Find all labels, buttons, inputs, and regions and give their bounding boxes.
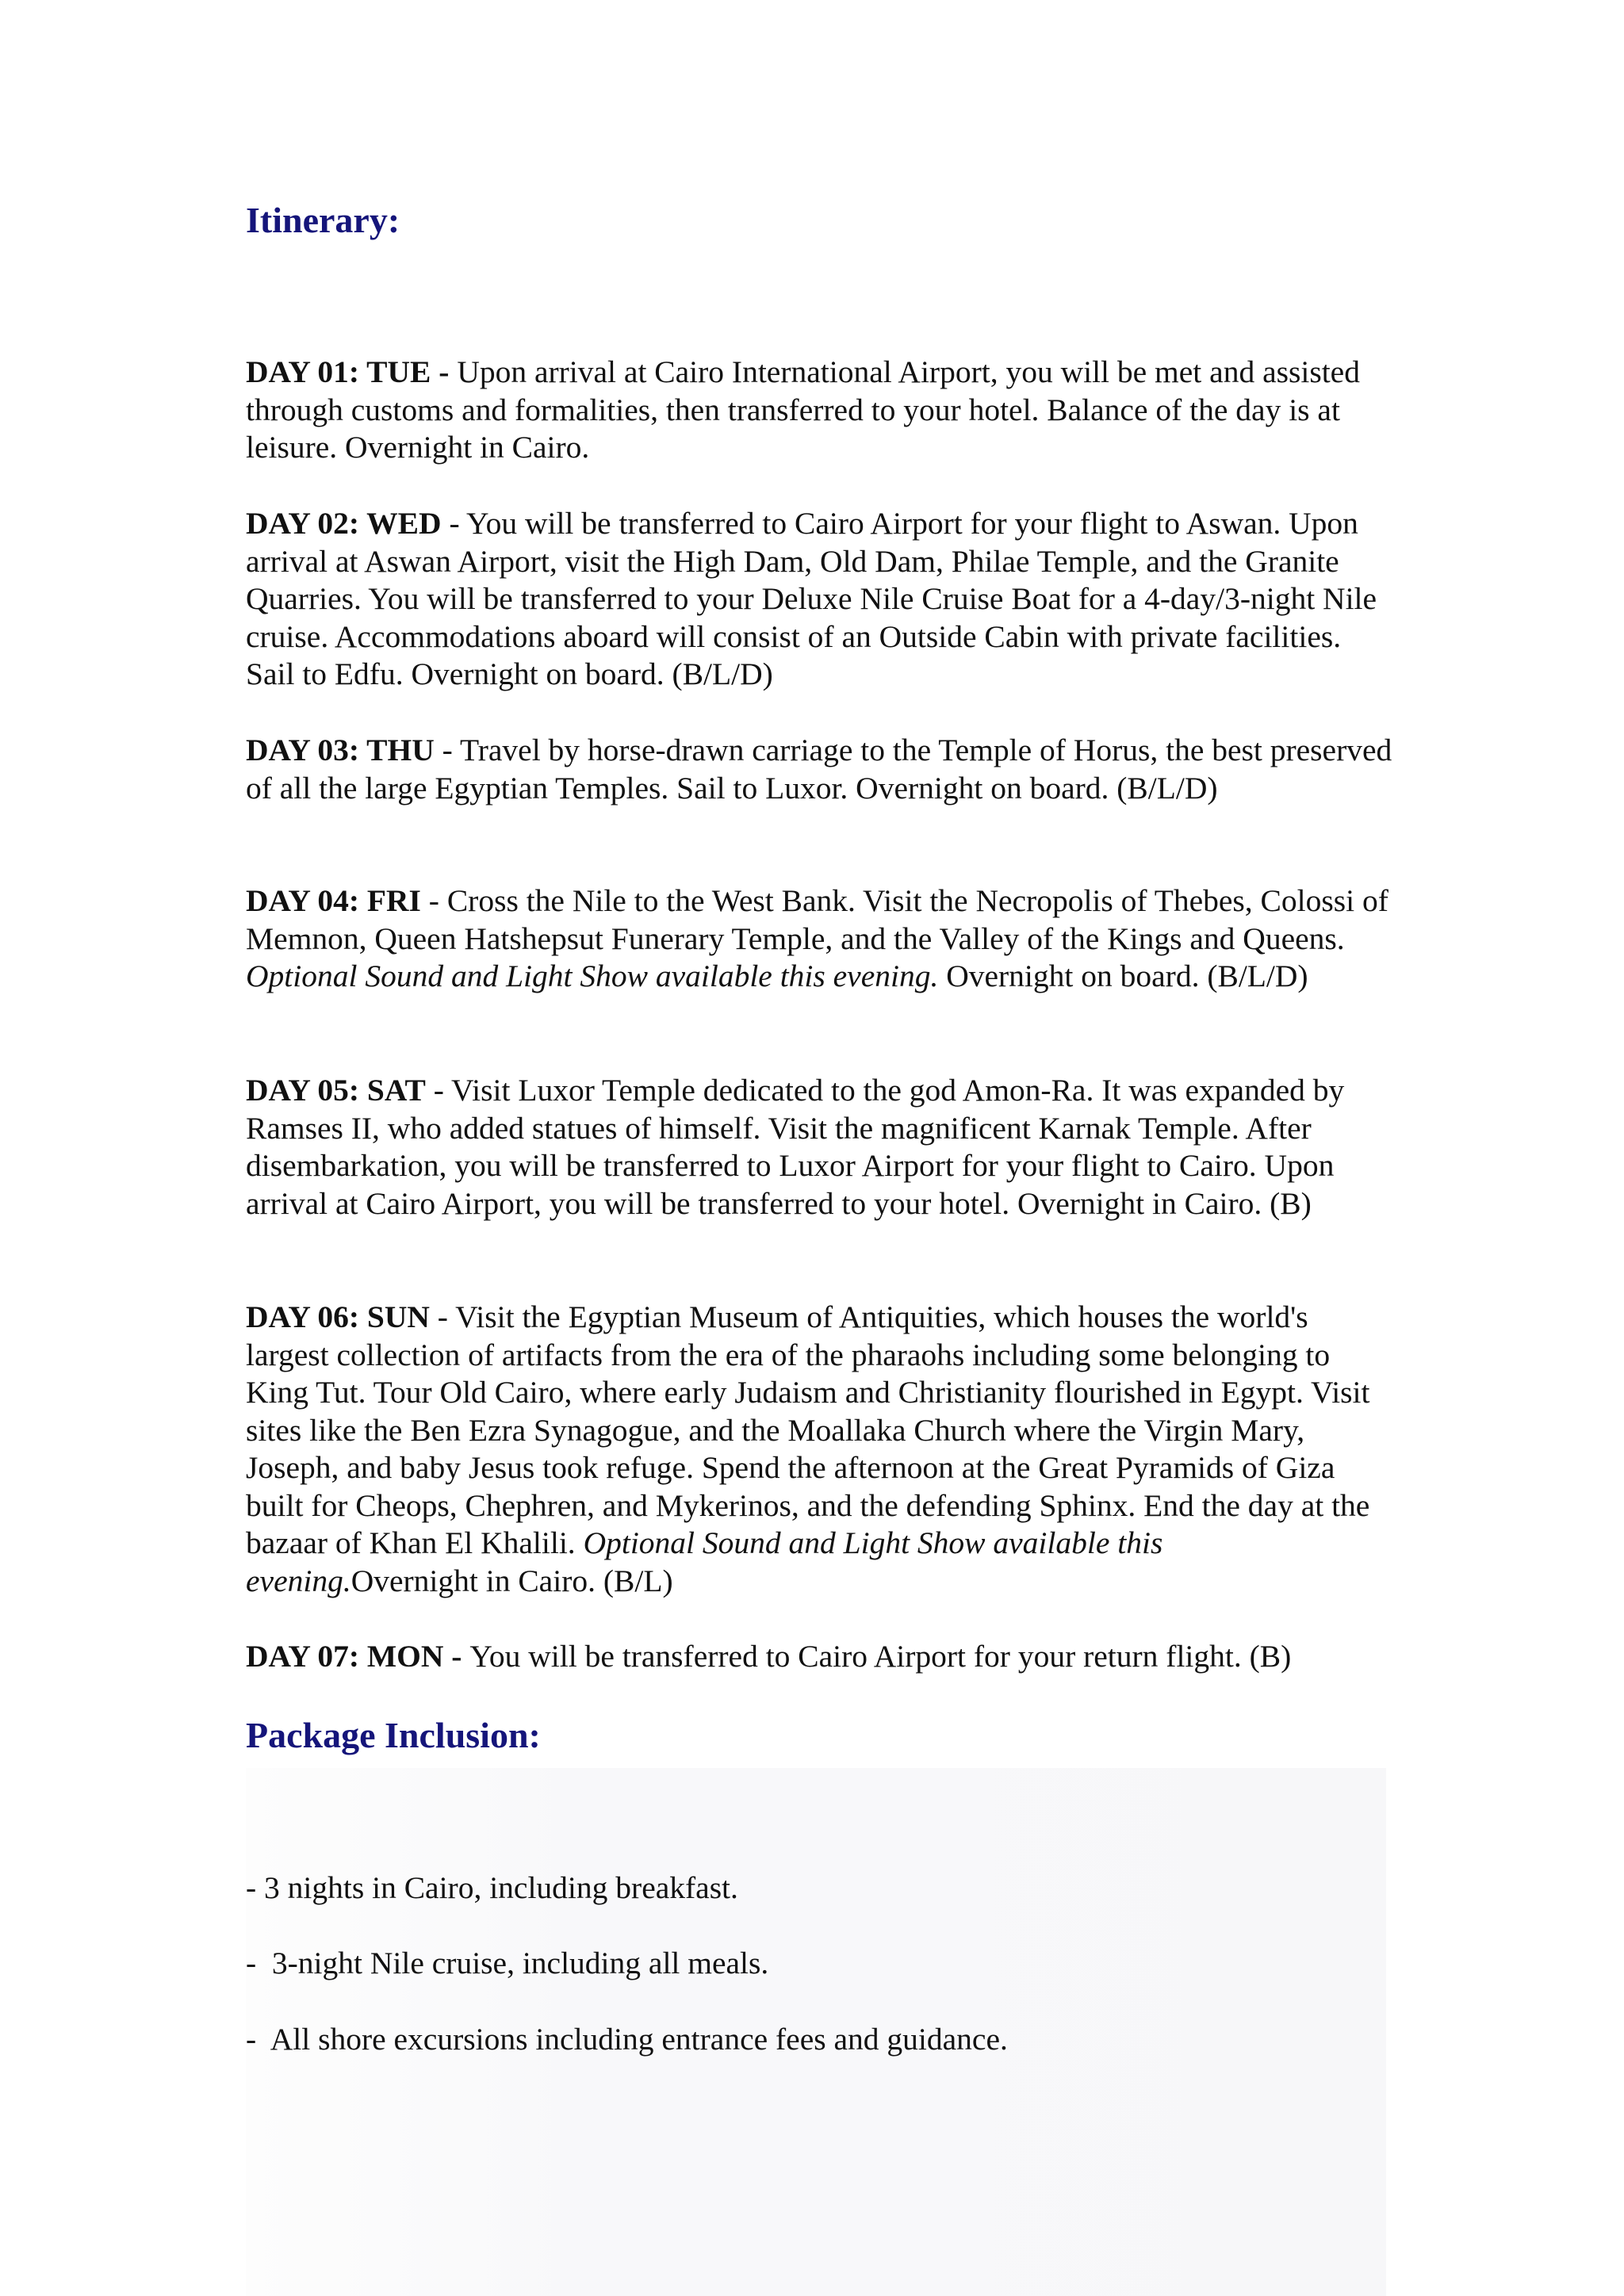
day-01-text: Upon arrival at Cairo International Airport, you will be met and assisted through customs and formalities, then transferred to your hotel. Balance of the day is at leisure. Overnight in Cairo. — [246, 354, 1360, 465]
inclusion-item: - All shore excursions including entrance fees and guidance. — [246, 2022, 1008, 2057]
day-06-text: Visit the Egyptian Museum of Antiquities, which houses the world's largest collection of artifacts from the era of the pharaohs including some belonging to King Tut. Tour Old Cairo, where early Judaism and Christianity flourished in Egypt. Visit sites like the Ben Ezra Synagogue, and the Moallaka Church where the Virgin Mary, Joseph, and baby Jesus took refuge. Spend the afternoon at the Great Pyramids of Giza built for Cheops, Chephren, and Mykerinos, and the defending Sphinx. End the day at the bazaar of Khan El Khalili. — [246, 1299, 1370, 1560]
day-04-label: DAY 04: FRI — [246, 883, 421, 918]
day-07-paragraph — [246, 1638, 1396, 1676]
inclusion-item: - 3-night Nile cruise, including all meals. — [246, 1946, 769, 1980]
day-05-text: Visit Luxor Temple dedicated to the god Amon-Ra. It was expanded by Ramses II, who added statues of himself. Visit the magnificent Karnak Temple. After disembarkation, you will be transferred to Luxor Airport for your flight to Cairo. Upon arrival at Cairo Airport, you will be transferred to your hotel. Overnight in Cairo. (B) — [246, 1073, 1345, 1221]
day-04-tail: Overnight on board. (B/L/D) — [938, 959, 1308, 993]
day-03-paragraph — [246, 732, 1396, 807]
day-06-label: DAY 06: SUN — [246, 1299, 430, 1334]
day-04-paragraph — [246, 882, 1396, 996]
day-05-paragraph — [246, 1072, 1396, 1223]
package-inclusion-heading: Package Inclusion: — [246, 1715, 541, 1755]
day-02-sep: - — [441, 506, 467, 541]
day-02-text: You will be transferred to Cairo Airport for your flight to Aswan. Upon arrival at Aswan Airport, visit the High Dam, Old Dam, Philae Temple, and the Granite Quarries. You will be transferred to your Deluxe Nile Cruise Boat for a 4-day/3-night Nile cruise. Accommodations aboard will consist of an Outside Cabin with private facilities. Sail to Edfu. Overnight on board. (B/L/D) — [246, 506, 1377, 691]
day-02-paragraph — [246, 505, 1396, 694]
day-05-sep: - — [425, 1073, 452, 1108]
itinerary-heading: Itinerary: — [246, 200, 400, 240]
day-01-paragraph — [246, 354, 1396, 467]
day-02-label: DAY 02: WED — [246, 506, 442, 541]
day-06-optional-show: Optional Sound and Light Show available this evening. — [246, 1525, 1163, 1598]
day-01-label: DAY 01: TUE — [246, 354, 431, 389]
day-03-sep: - — [434, 733, 460, 767]
day-04-text: Cross the Nile to the West Bank. Visit the Necropolis of Thebes, Colossi of Memnon, Queen Hatshepsut Funerary Temple, and the Valley of the Kings and Queens. — [246, 883, 1388, 956]
day-03-text: Travel by horse-drawn carriage to the Temple of Horus, the best preserved of all the large Egyptian Temples. Sail to Luxor. Overnight on board. (B/L/D) — [246, 733, 1392, 806]
day-01-sep: - — [431, 354, 458, 389]
day-06-sep: - — [429, 1299, 456, 1334]
day-03-label: DAY 03: THU — [246, 733, 435, 767]
day-04-optional-show: Optional Sound and Light Show available this evening. — [246, 959, 939, 993]
day-06-paragraph — [246, 1299, 1396, 1600]
day-07-text: You will be transferred to Cairo Airport for your return flight. (B) — [469, 1639, 1292, 1674]
day-06-tail: Overnight in Cairo. (B/L) — [350, 1563, 673, 1598]
day-04-sep: - — [420, 883, 447, 918]
day-07-sep: - — [443, 1639, 470, 1674]
inclusion-item: - 3 nights in Cairo, including breakfast. — [246, 1870, 738, 1905]
day-05-label: DAY 05: SAT — [246, 1073, 426, 1108]
day-07-label: DAY 07: MON — [246, 1639, 444, 1674]
